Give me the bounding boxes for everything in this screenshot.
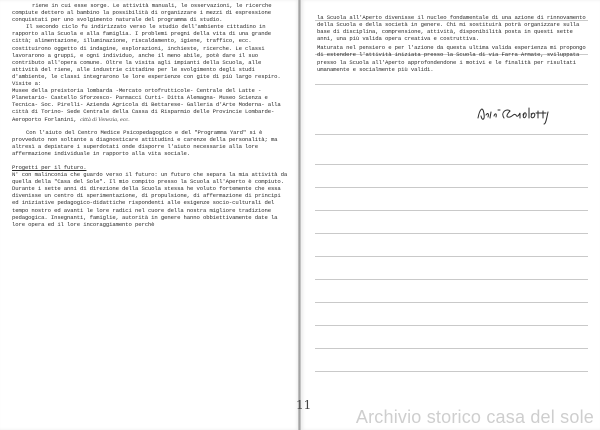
right-page-text xyxy=(317,14,588,73)
page-number: 11 xyxy=(296,398,312,412)
left-paragraph-4: N' con malinconia che guardo verso il futuro: un futuro che separa la mia attività da quella della "Casa del Sole". Il mio compito presso la Scuola all'Aperto è compiuto. Durante i sette anni di direzione della Scuola stessa he voluto fortemente che essa divenisse un centro di sperimentazione, di propulsione, di affermazione di principi ed iniziative pedagogico-didattiche rispondenti alle esigenze socio-culturali del tempo nostro ed avanti le lore radici nel cuore della nostra migliore tradizione pedagogica. Insegnanti, famiglie, autorità in genere hanno obbiettivamente date la lore opera ed il lore incoraggiamento perchè xyxy=(12,171,291,228)
left-paragraph-1: riene in cui esse sorge. Le attività manuali, le osservazioni, le ricerche compiute dettero al bambino la possibilità di organizzare i mezzi di espressione conquistati per uno svolgimento naturale del programma di studio. xyxy=(12,2,275,24)
visits-block xyxy=(12,87,289,123)
left-page xyxy=(0,0,299,430)
signature-scribble xyxy=(474,102,574,126)
left-page-text xyxy=(12,2,289,228)
archive-watermark: Archivio storico casa del sole xyxy=(355,407,594,427)
future-heading: Progetti per il futuro. xyxy=(12,163,87,171)
visits-heading: Visite a: xyxy=(12,80,42,88)
handwritten-signature xyxy=(474,102,574,126)
visits-list: Musee della preistoria lombarda -Mercato ortofrutticole- Centrale del Latte - Planetario- Castello Sforzesco- Parmacci Curti- Ditta Alemagna- Museo Scienza e Tecnica- Soc. Pirelli- Azienda Agricola di Bettarese- Galleria d'Arte Moderna- alla città di Torino- Sede Centrale della Cassa di Risparmio delle Provincie Lombarde- Aeroporto Forlanini, xyxy=(12,87,284,123)
right-page xyxy=(301,0,600,430)
visits-handwritten-note: città di Venezia, ecc. xyxy=(80,116,130,123)
left-paragraph-2: Il secondo ciclo fu indirizzato verso le studio dell'ambiente cittadino in rapporto alla Scuola e alla famiglia. I problemi pregni della vita di una grande città; alimentazione, illuminazione, riscaldamento, igiene, traffico, ecc. costituirono oggetto di indagine, esplorazioni, inchieste, ricerche. Le classi lavorarono a gruppi, e ogni individuo, anche il meno abile, potè dare il suo contributo all'opera comune. Oltre la visita agli impianti della Scuola, alle attività del riene, alle industrie cittadine per le svolgimento degli studi d'ambiente, le classi integrarono le lore esperienze con gite di più largo respiro. xyxy=(12,23,281,80)
left-paragraph-3: Con l'aiuto del Centro Medice Psicopedagogico e del "Programma Yard" si è provveduto non soltante a diagnosticare attitudini e carenze della personalità; ma altresì a depistare i superdotati onde disporre l'aiuto necessarie alla lore affermazione individuale in rapporto alla vita sociale. xyxy=(12,128,281,157)
right-paragraph-1: la Scuola all'Aperto divenisse il nucleo fondamentale di una azione di rinnovamento della Scuola e della società in genere. Chi mi sostituirà potrà organizzare sulla base di disciplina, comprensione, attività, disponibilità posta in questi sette anni, una più valida opera creativa e costruttiva. xyxy=(317,14,589,43)
right-paragraph-2: Maturata nel pensiero e per l'azione da questa ultima valida esperienza mi propongo di estendere l'attività iniziata presso la Scuola di via Farra Armate, sviluppata presso la Scuola all'Aperto approfondendone i motivi e le finalità per risultati umanamente e socialmente più validi. xyxy=(317,44,589,73)
